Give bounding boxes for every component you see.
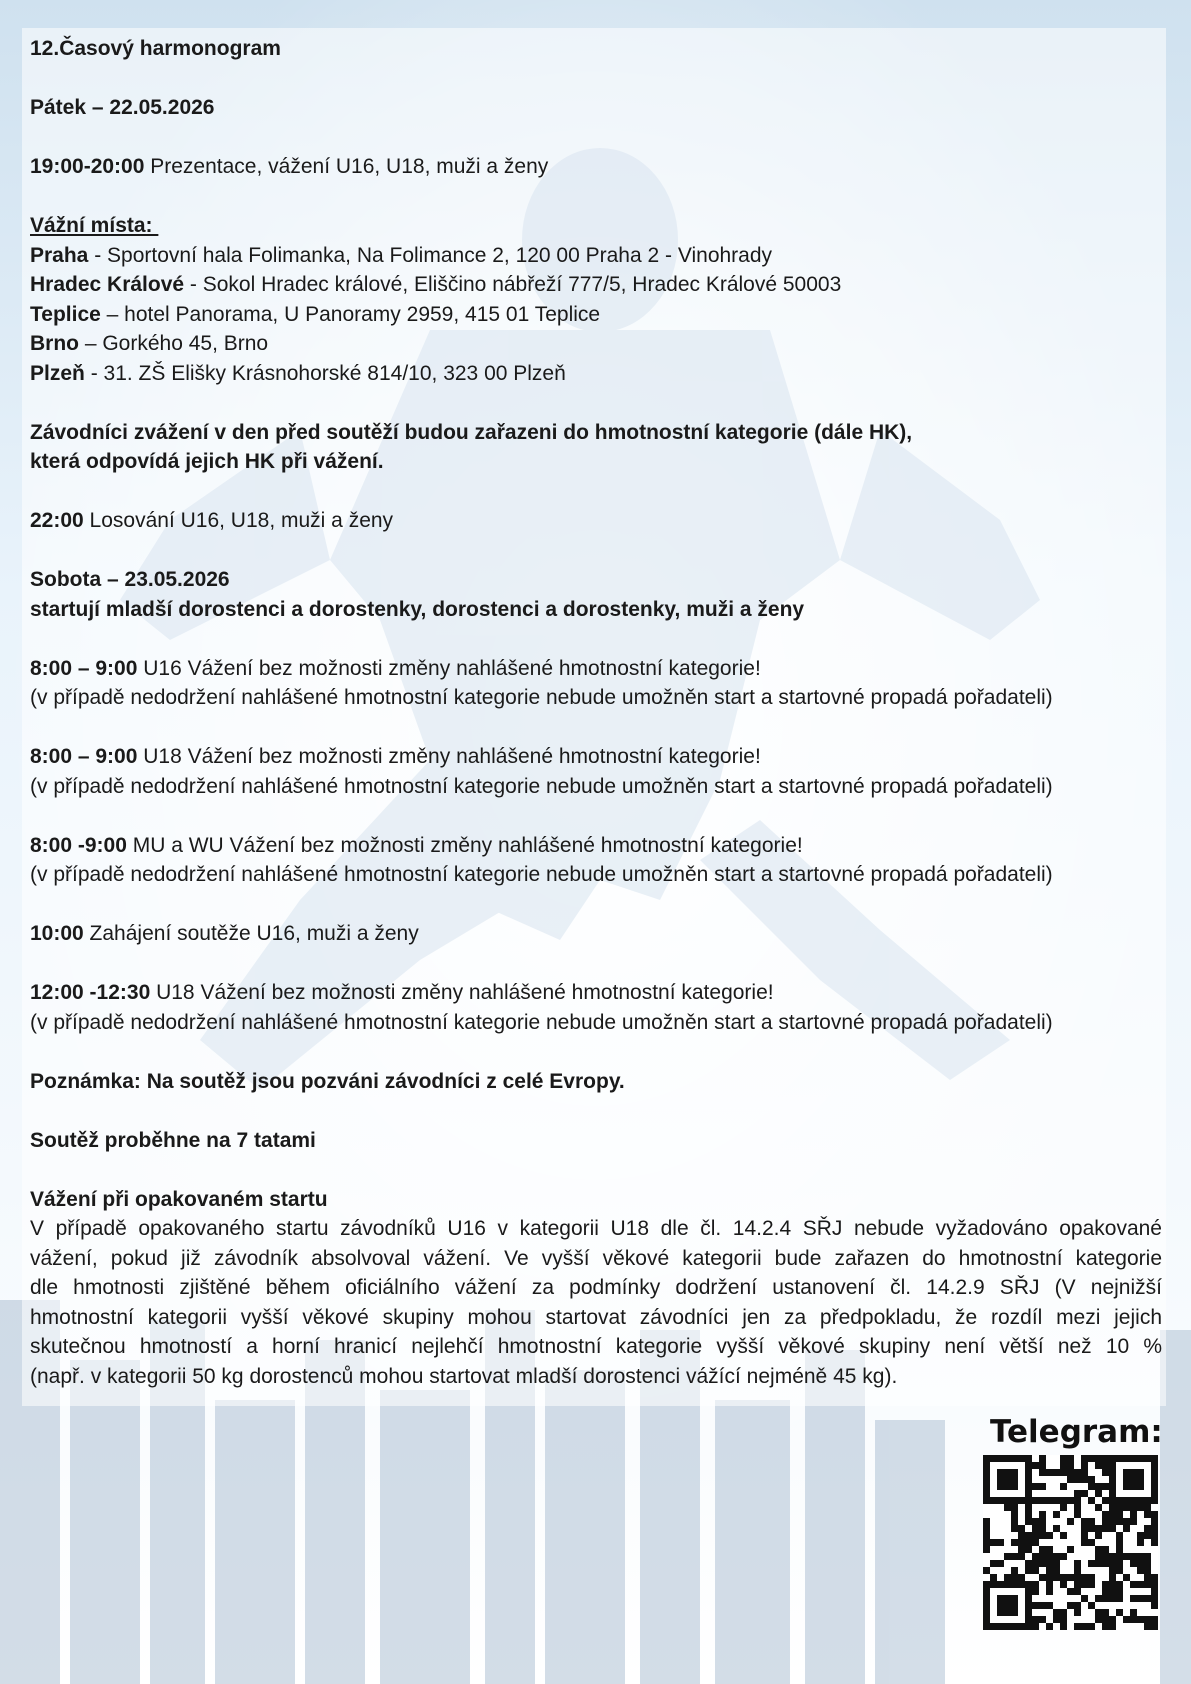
schedule-note: (v případě nedodržení nahlášené hmotnostní kategorie nebude umožněn start a startovné propadá pořadateli)	[30, 1010, 1053, 1034]
venue-detail: – hotel Panorama, U Panoramy 2959, 415 01 Teplice	[100, 302, 601, 326]
venue-row	[30, 270, 1162, 300]
time: 8:00 – 9:00	[30, 656, 138, 680]
venue-detail: – Gorkého 45, Brno	[79, 332, 269, 355]
time: 22:00	[30, 509, 84, 532]
time: 10:00	[30, 922, 84, 945]
text: MU a WU Vážení bez možnosti změny nahlášené hmotnostní kategorie!	[126, 833, 803, 857]
weigh-note-line: Závodníci zvážení v den před soutěží budou zařazeni do hmotnostní kategorie (dále HK),	[30, 420, 913, 444]
europe-note: Poznámka: Na soutěž jsou pozváni závodníci z celé Evropy.	[30, 1069, 625, 1093]
repeat-start-line: dle hmotnosti zjištěné během oficiálního vážení za podmínky dodržení ustanovení čl. 14.2.9 SŘJ (V nejnižší	[30, 1276, 1162, 1299]
venues-title: Vážní místa:	[30, 214, 159, 237]
schedule-item	[30, 978, 1162, 1008]
text: Zahájení soutěže U16, muži a ženy	[83, 922, 419, 945]
tatami-note: Soutěž proběhne na 7 tatami	[30, 1128, 316, 1152]
page-title: 12.Časový harmonogram	[30, 37, 281, 60]
venue-row	[30, 241, 1162, 271]
schedule-item	[30, 831, 1162, 861]
schedule-item	[30, 919, 1162, 949]
repeat-start-line: V případě opakovaného startu závodníků U16 v kategorii U18 dle čl. 14.2.4 SŘJ nebude vyžadováno opakované	[30, 1217, 1162, 1240]
repeat-start-line: skutečnou hmotností a horní hranicí nejlehčí hmotnostní kategorie vyšší věkové skupiny není větší než 10 %	[30, 1335, 1162, 1358]
time: 19:00-20:00	[30, 155, 145, 178]
venue-row	[30, 359, 1162, 389]
repeat-start-title: Vážení při opakovaném startu	[30, 1187, 328, 1211]
venue-city: Hradec Králové	[30, 273, 185, 296]
schedule-note: (v případě nedodržení nahlášené hmotnostní kategorie nebude umožněn start a startovné propadá pořadateli)	[30, 863, 1053, 886]
venue-detail: - 31. ZŠ Elišky Krásnohorské 814/10, 323 00 Plzeň	[84, 361, 566, 385]
text: U18 Vážení bez možnosti změny nahlášené hmotnostní kategorie!	[150, 981, 774, 1004]
text: U16 Vážení bez možnosti změny nahlášené hmotnostní kategorie!	[137, 656, 761, 680]
repeat-start-line: hmotnostní kategorii vyšší věkové skupiny mohou startovat závodníci jen za předpokladu, že rozdíl mezi jejich	[30, 1305, 1162, 1329]
text: Prezentace, vážení U16, U18, muži a ženy	[144, 155, 549, 178]
time: 12:00 -12:30	[30, 981, 151, 1004]
schedule-item	[30, 654, 1162, 684]
venue-city: Praha	[30, 243, 89, 267]
venue-city: Teplice	[30, 302, 101, 326]
repeat-start-line: vážení, pokud již závodník absolvoval vážení. Ve vyšší věkové kategorii bude zařazen do hmotnostní kategorie	[30, 1246, 1162, 1270]
venue-detail: - Sokol Hradec králové, Eliščino nábřeží 777/5, Hradec Králové 50003	[184, 273, 842, 296]
schedule-item	[30, 742, 1162, 772]
time: 8:00 -9:00	[30, 833, 127, 857]
weigh-note-line: která odpovídá jejich HK při vážení.	[30, 450, 384, 473]
draw-row	[30, 506, 1162, 536]
venue-detail: - Sportovní hala Folimanka, Na Folimance 2, 120 00 Praha 2 - Vinohrady	[88, 243, 773, 267]
saturday-date: Sobota – 23.05.2026	[30, 568, 230, 591]
venue-row	[30, 300, 1162, 330]
telegram-label: Telegram:	[990, 1414, 1163, 1450]
friday-registration	[30, 152, 1162, 182]
friday-date: Pátek – 22.05.2026	[30, 96, 215, 119]
repeat-start-line: (např. v kategorii 50 kg dorostenců mohou startovat mladší dorostenci vážící nejméně 45 kg).	[30, 1364, 898, 1388]
venue-row	[30, 329, 1162, 359]
time: 8:00 – 9:00	[30, 745, 138, 768]
saturday-starters: startují mladší dorostenci a dorostenky, dorostenci a dorostenky, muži a ženy	[30, 597, 805, 621]
venue-city: Plzeň	[30, 361, 85, 385]
schedule-note: (v případě nedodržení nahlášené hmotnostní kategorie nebude umožněn start a startovné propadá pořadateli)	[30, 774, 1053, 798]
venue-city: Brno	[30, 332, 79, 355]
qr-code-icon[interactable]	[983, 1455, 1158, 1630]
text: U18 Vážení bez možnosti změny nahlášené hmotnostní kategorie!	[137, 745, 761, 768]
text: Losování U16, U18, muži a ženy	[83, 509, 394, 532]
schedule-document	[30, 34, 1162, 1391]
schedule-note: (v případě nedodržení nahlášené hmotnostní kategorie nebude umožněn start a startovné propadá pořadateli)	[30, 686, 1053, 709]
